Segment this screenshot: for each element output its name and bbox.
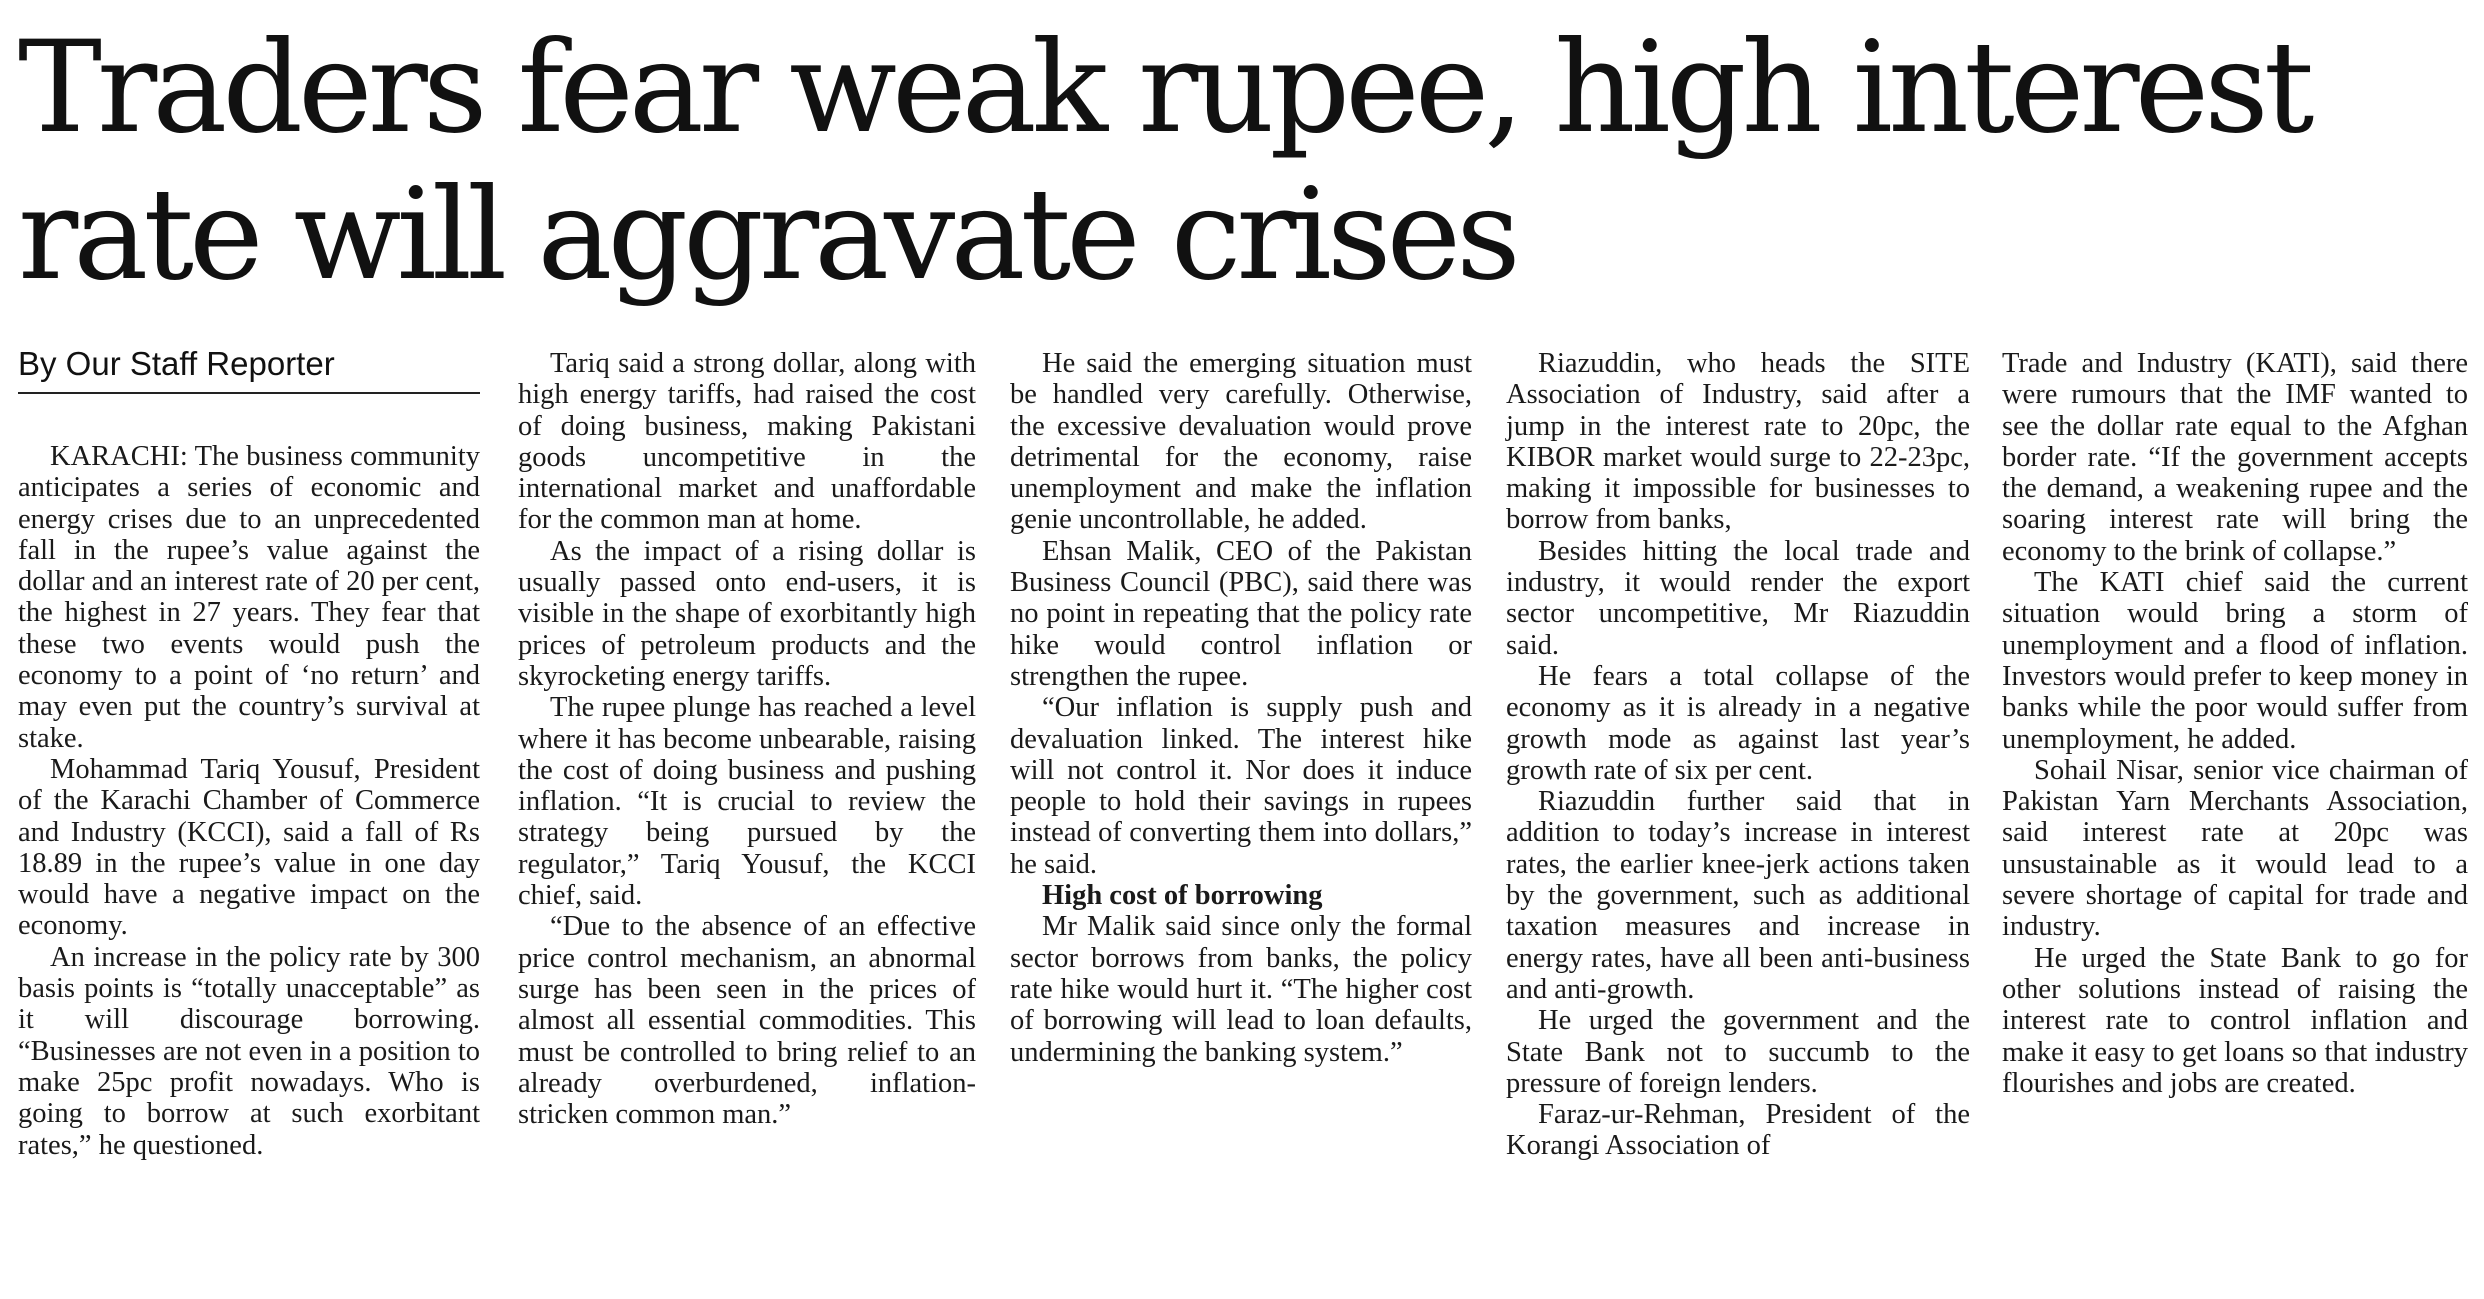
paragraph: Sohail Nisar, senior vice chairman of Pakistan Yarn Merchants Association, said interest rate at 20pc was unsustainable as it would lead to a severe shortage of capital for trade and industry. — [2002, 754, 2468, 943]
paragraph: Mr Malik said since only the formal sector borrows from banks, the policy rate hike would hurt it. “The higher cost of borrowing will lead to loan defaults, undermining the banking system.” — [1010, 911, 1472, 1068]
headline — [18, 14, 2478, 308]
byline: By Our Staff Reporter — [18, 342, 480, 394]
article-column-4 — [1506, 348, 1970, 1162]
paragraph: Besides hitting the local trade and industry, it would render the export sector uncompetitive, Mr Riazuddin said. — [1506, 535, 1970, 661]
paragraph: The KATI chief said the current situation would bring a storm of unemployment and a flood of inflation. Investors would prefer to keep money in banks while the poor would suffer from unemployment, he added. — [2002, 567, 2468, 755]
paragraph: The rupee plunge has reached a level where it has become unbearable, raising the cost of doing business and pushing inflation. “It is crucial to review the strategy being pursued by the regulator,” Tariq Yousuf, the KCCI chief, said. — [518, 692, 976, 912]
article-column-3 — [1010, 348, 1472, 1068]
paragraph: He urged the State Bank to go for other solutions instead of raising the interest rate to control inflation and make it easy to get loans so that industry flourishes and jobs are created. — [2002, 942, 2468, 1099]
paragraph: “Our inflation is supply push and devaluation linked. The interest hike will not control it. Nor does it induce people to hold their savings in rupees instead of converting them into dollars,” he said. — [1010, 692, 1472, 880]
paragraph: As the impact of a rising dollar is usually passed onto end-users, it is visible in the shape of exorbitantly high prices of petroleum products and the skyrocketing energy tariffs. — [518, 535, 976, 692]
section-subheading: High cost of borrowing — [1042, 880, 1323, 912]
headline-line-1: Traders fear weak rupee, high interest — [18, 14, 2310, 161]
paragraph: Riazuddin, who heads the SITE Association of Industry, said after a jump in the interest rate to 20pc, the KIBOR market would surge to 22-23pc, making it impossible for businesses to borrow from banks, — [1506, 348, 1970, 536]
paragraph: An increase in the policy rate by 300 basis points is “totally unacceptable” as it will discourage borrowing. “Businesses are not even in a position to make 25pc profit nowadays. Who is going to borrow at such exorbitant rates,” he questioned. — [18, 941, 480, 1161]
article-column-1 — [18, 441, 480, 1161]
paragraph: He said the emerging situation must be handled very carefully. Otherwise, the excessive devaluation would prove detrimental for the economy, raise unemployment and make the inflation genie uncontrollable, he added. — [1010, 348, 1472, 536]
paragraph: He urged the government and the State Bank not to succumb to the pressure of foreign lenders. — [1506, 1005, 1970, 1099]
paragraph: He fears a total collapse of the economy as it is already in a negative growth mode as against last year’s growth rate of six per cent. — [1506, 660, 1970, 786]
paragraph: Faraz-ur-Rehman, President of the Korangi Association of — [1506, 1099, 1970, 1162]
paragraph: Mohammad Tariq Yousuf, President of the Karachi Chamber of Commerce and Industry (KCCI), said a fall of Rs 18.89 in the rupee’s value in one day would have a negative impact on the economy. — [18, 753, 480, 942]
article-column-2 — [518, 348, 976, 1130]
paragraph: KARACHI: The business community anticipates a series of economic and energy crises due to an unprecedented fall in the rupee’s value against the dollar and an interest rate of 20 per cent, the highest in 27 years. They fear that these two events would push the economy to a point of ‘no return’ and may even put the country’s survival at stake. — [18, 441, 480, 754]
paragraph-continued: Trade and Industry (KATI), said there were rumours that the IMF wanted to see the dollar rate equal to the Afghan border rate. “If the government accepts the demand, a weakening rupee and the soaring interest rate will bring the economy to the brink of collapse.” — [2002, 348, 2468, 567]
paragraph: “Due to the absence of an effective price control mechanism, an abnormal surge has been seen in the prices of almost all essential commodities. This must be controlled to bring relief to an already overburdened, inflation-stricken common man.” — [518, 911, 976, 1131]
headline-line-2: rate will aggravate crises — [18, 161, 1516, 308]
article-column-5 — [2002, 348, 2468, 1099]
paragraph: Riazuddin further said that in addition to today’s increase in interest rates, the earlier knee-jerk actions taken by the government, such as additional taxation measures and increase in energy rates, have all been anti-business and anti-growth. — [1506, 786, 1970, 1005]
paragraph: Ehsan Malik, CEO of the Pakistan Business Council (PBC), said there was no point in repeating that the policy rate hike would control inflation or strengthen the rupee. — [1010, 535, 1472, 692]
paragraph: Tariq said a strong dollar, along with high energy tariffs, had raised the cost of doing business, making Pakistani goods uncompetitive in the international market and unaffordable for the common man at home. — [518, 348, 976, 536]
